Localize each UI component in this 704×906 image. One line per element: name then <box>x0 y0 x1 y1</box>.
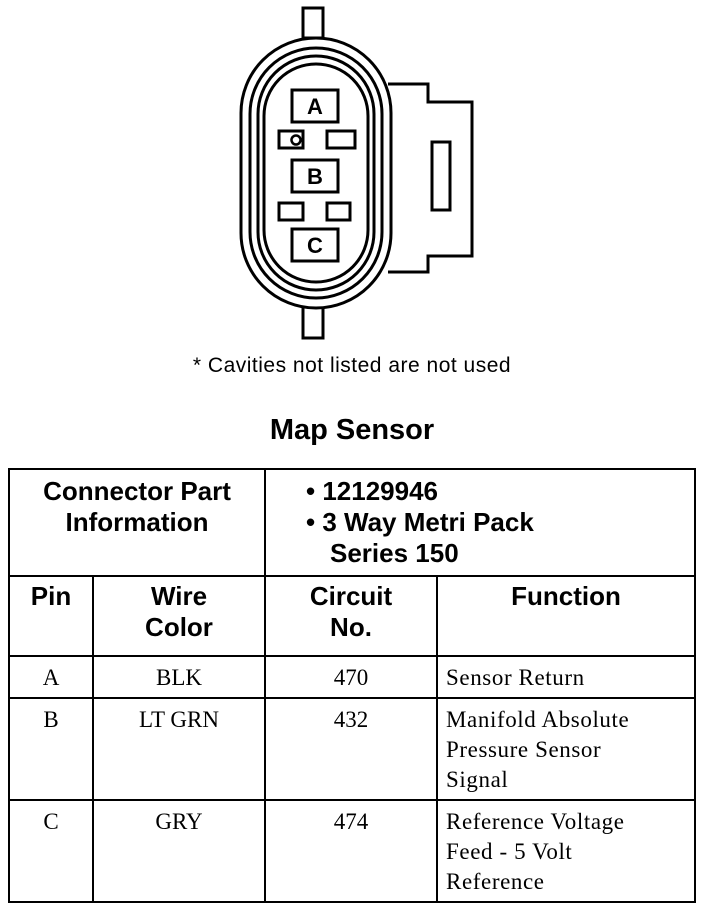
part-info-label <box>9 469 265 576</box>
diagram-title: Map Sensor <box>269 414 435 446</box>
col-circuit-no <box>265 576 437 656</box>
col-circuit-label-1: Circuit <box>309 581 393 611</box>
cavity-c-label: C <box>307 233 323 258</box>
part-info-row <box>9 469 695 576</box>
wire-color-cell: BLK <box>93 656 265 698</box>
part-number: 12129946 <box>322 476 439 506</box>
function-line: Sensor Return <box>446 665 585 690</box>
col-function <box>437 576 695 656</box>
table-row <box>9 656 695 698</box>
wire-color-cell: LT GRN <box>93 698 265 800</box>
connector-info-table <box>8 468 696 903</box>
circuit-cell: 474 <box>265 800 437 902</box>
function-line: Pressure Sensor <box>446 737 602 762</box>
table-row <box>9 800 695 902</box>
part-info-label-line1: Connector Part <box>43 476 231 506</box>
col-wire-label-2: Color <box>145 612 213 642</box>
cavity-a-label: A <box>307 94 323 119</box>
table-row <box>9 698 695 800</box>
col-function-label: Function <box>511 581 621 611</box>
col-circuit-label-2: No. <box>330 612 372 642</box>
pin-cell: C <box>9 800 93 902</box>
function-line: Feed - 5 Volt <box>446 839 573 864</box>
part-info-values: • 12129946 • 3 Way Metri Pack Series 150 <box>265 469 695 576</box>
function-cell <box>437 800 695 902</box>
function-line: Manifold Absolute <box>446 707 630 732</box>
circuit-cell: 470 <box>265 656 437 698</box>
function-line: Reference Voltage <box>446 809 625 834</box>
unused-cavities-note: * Cavities not listed are not used <box>192 354 512 377</box>
col-wire-label-1: Wire <box>150 581 208 611</box>
function-cell <box>437 698 695 800</box>
column-header-row <box>9 576 695 656</box>
function-cell <box>437 656 695 698</box>
connector-type: 3 Way Metri Pack <box>322 507 534 537</box>
col-pin-label: Pin <box>30 581 72 611</box>
col-wire-color <box>93 576 265 656</box>
pin-cell: A <box>9 656 93 698</box>
function-line: Reference <box>446 869 545 894</box>
part-info-label-line2: Information <box>65 507 209 537</box>
connector-diagram <box>0 0 704 345</box>
circuit-cell: 432 <box>265 698 437 800</box>
function-line: Signal <box>446 767 509 792</box>
connector-series: Series 150 <box>330 538 459 568</box>
wire-color-cell: GRY <box>93 800 265 902</box>
col-pin <box>9 576 93 656</box>
pin-cell: B <box>9 698 93 800</box>
cavity-b-label: B <box>307 164 323 189</box>
